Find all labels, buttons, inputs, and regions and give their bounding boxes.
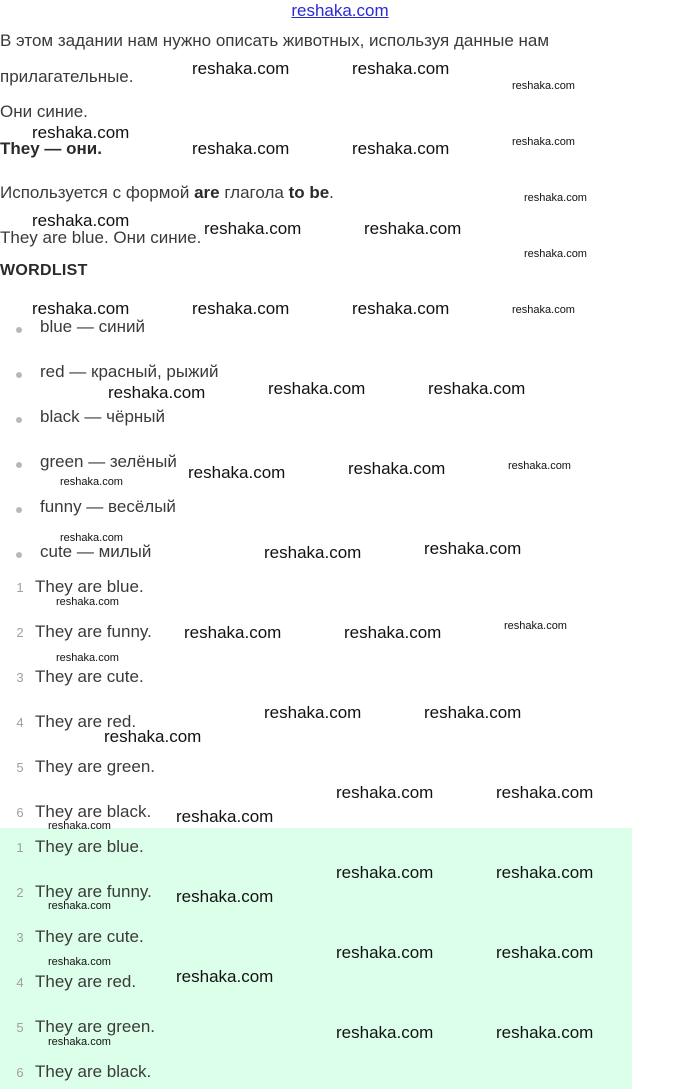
watermark-text: reshaka.com [428,379,526,398]
item-number: 6 [16,805,24,820]
bullet-dot-icon [16,462,22,468]
watermark-text-small: reshaka.com [60,532,123,544]
site-header-link[interactable]: reshaka.com [291,1,389,20]
usage-mid: глагола [219,183,289,202]
wordlist-item: red — красный, рыжий [40,362,219,381]
item-number: 6 [16,1065,24,1080]
watermark-text: reshaka.com [268,379,366,398]
wordlist-item: green — зелёный [40,452,177,471]
watermark-text: reshaka.com [336,943,434,962]
watermark-text-small: reshaka.com [48,956,111,968]
they-translation: Они синие. [0,102,88,121]
usage-end: . [329,183,334,202]
watermark-text-small: reshaka.com [512,304,575,316]
bullet-dot-icon [16,372,22,378]
answer-item: They are cute. [35,927,144,946]
exercise-item: They are funny. [35,622,152,641]
watermark-text-small: reshaka.com [60,476,123,488]
usage-are: are [194,183,220,202]
watermark-text: reshaka.com [336,783,434,802]
watermark-text: reshaka.com [32,211,130,230]
answer-item: They are red. [35,972,137,991]
example-sentence: They are blue. Они синие. [0,228,202,247]
item-number: 2 [16,625,24,640]
watermark-text: reshaka.com [184,623,282,642]
wordlist-item: funny — весёлый [40,497,176,516]
usage-note [0,183,334,203]
usage-to-be: to be [288,183,330,202]
watermark-text: reshaka.com [496,943,594,962]
watermark-text: reshaka.com [348,459,446,478]
watermark-text: reshaka.com [496,1023,594,1042]
exercise-item: They are green. [35,757,156,776]
watermark-text-small: reshaka.com [512,80,575,92]
watermark-text: reshaka.com [424,539,522,558]
watermark-text-small: reshaka.com [524,248,587,260]
watermark-text: reshaka.com [496,783,594,802]
answer-item: They are black. [35,1062,152,1081]
watermark-text: reshaka.com [204,219,302,238]
watermark-text-small: reshaka.com [48,1036,111,1048]
answer-item: They are funny. [35,882,152,901]
item-number: 2 [16,885,24,900]
exercise-item: They are cute. [35,667,144,686]
watermark-text-small: reshaka.com [48,900,111,912]
watermark-text: reshaka.com [176,807,274,826]
watermark-text: reshaka.com [352,139,450,158]
bullet-dot-icon [16,417,22,423]
watermark-text: reshaka.com [192,59,290,78]
watermark-text: reshaka.com [104,727,202,746]
watermark-text: reshaka.com [108,383,206,402]
watermark-text-small: reshaka.com [56,652,119,664]
wordlist-title: WORDLIST [0,262,88,279]
watermark-text: reshaka.com [344,623,442,642]
exercise-item: They are black. [35,802,152,821]
watermark-text: reshaka.com [32,123,130,142]
watermark-text: reshaka.com [264,543,362,562]
watermark-text-small: reshaka.com [508,460,571,472]
watermark-text: reshaka.com [176,887,274,906]
wordlist-item: black — чёрный [40,407,166,426]
item-number: 3 [16,930,24,945]
watermark-text: reshaka.com [496,863,594,882]
intro-line-2: прилагательные. [0,67,134,86]
watermark-text: reshaka.com [352,59,450,78]
wordlist-item: cute — милый [40,542,152,561]
usage-prefix: Используется с формой [0,183,195,202]
watermark-text: reshaka.com [192,299,290,318]
watermark-text: reshaka.com [192,139,290,158]
watermark-text-small: reshaka.com [504,620,567,632]
item-number: 5 [16,1020,24,1035]
item-number: 1 [16,840,24,855]
watermark-text-small: reshaka.com [512,136,575,148]
item-number: 5 [16,760,24,775]
watermark-text: reshaka.com [352,299,450,318]
watermark-text: reshaka.com [364,219,462,238]
watermark-text: reshaka.com [264,703,362,722]
wordlist-item: blue — синий [40,317,145,336]
exercise-item: They are red. [35,712,137,731]
watermark-text: reshaka.com [176,967,274,986]
intro-line-1: В этом задании нам нужно описать животных, используя данные нам [0,31,550,50]
answer-item: They are blue. [35,837,144,856]
item-number: 1 [16,580,24,595]
item-number: 4 [16,975,24,990]
bullet-dot-icon [16,327,22,333]
watermark-text: reshaka.com [424,703,522,722]
item-number: 3 [16,670,24,685]
watermark-text-small: reshaka.com [524,192,587,204]
watermark-text: reshaka.com [188,463,286,482]
watermark-text-small: reshaka.com [48,820,111,832]
bullet-dot-icon [16,552,22,558]
watermark-text: reshaka.com [32,299,130,318]
item-number: 4 [16,715,24,730]
answer-item: They are green. [35,1017,156,1036]
watermark-text: reshaka.com [336,1023,434,1042]
watermark-text-small: reshaka.com [56,596,119,608]
bullet-dot-icon [16,507,22,513]
exercise-item: They are blue. [35,577,144,596]
they-definition: They — они. [0,139,102,158]
watermark-text: reshaka.com [336,863,434,882]
